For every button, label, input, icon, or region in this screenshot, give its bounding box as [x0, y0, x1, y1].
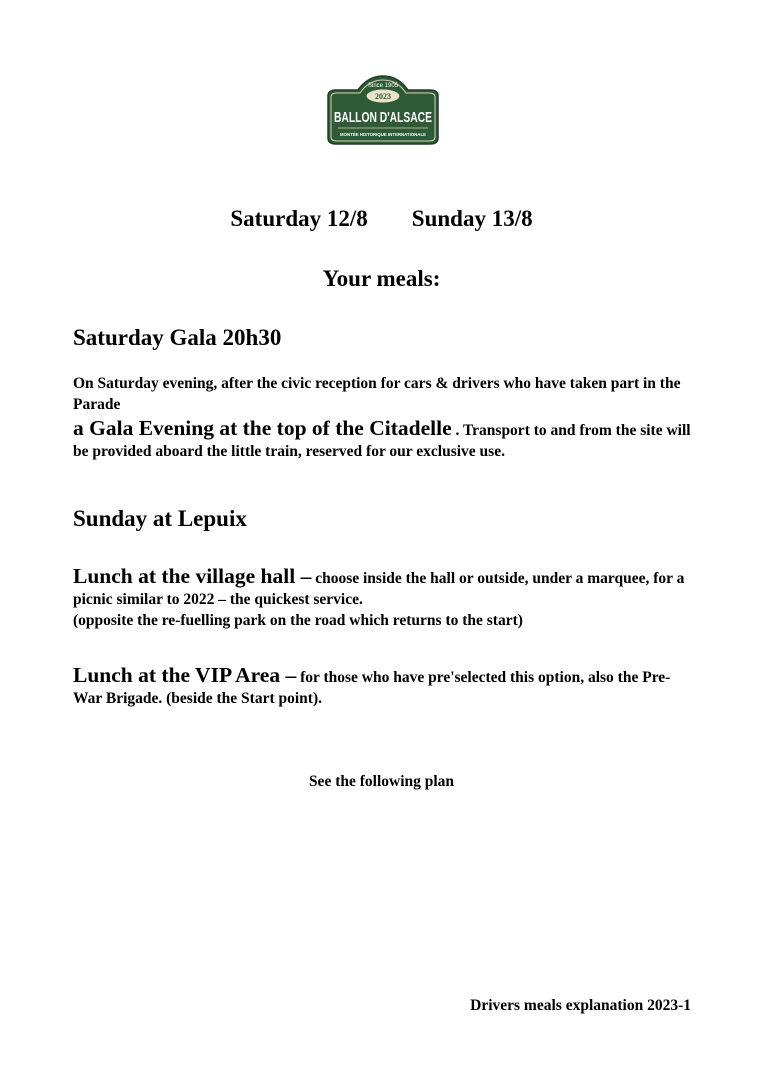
ballon-dalsace-logo — [324, 74, 442, 146]
village-hall-lunch — [73, 566, 693, 631]
gala-transport-text: . Transport to and from the site will be provided aboard the little train, reserved for our exclusive use. — [73, 422, 691, 460]
vip-lunch — [73, 665, 693, 709]
svg-text:MONTÉE HISTORIQUE INTERNATIONA: MONTÉE HISTORIQUE INTERNATIONALE — [340, 132, 431, 137]
village-hall-note: (opposite the re-fuelling park on the road which returns to the start) — [73, 612, 523, 629]
svg-text:Since 1905: Since 1905 — [367, 83, 399, 89]
gala-intro: On Saturday evening, after the civic reception for cars & drivers who have taken part in the Parade — [73, 375, 681, 413]
event-dates — [0, 206, 763, 232]
svg-text:BALLON D'ALSACE: BALLON D'ALSACE — [334, 110, 433, 126]
sunday-heading: Sunday at Lepuix — [73, 506, 247, 531]
document-footer: Drivers meals explanation 2023-1 — [470, 997, 691, 1014]
gala-highlight: a Gala Evening at the top of the Citadelle — [73, 416, 452, 440]
meals-title: Your meals: — [322, 266, 441, 291]
vip-highlight: Lunch at the VIP Area – — [73, 663, 297, 687]
sunday-date: Sunday 13/8 — [411, 206, 533, 231]
gala-details — [73, 418, 693, 462]
svg-text:2023: 2023 — [375, 92, 391, 101]
gala-heading: Saturday Gala 20h30 — [73, 325, 282, 350]
village-hall-highlight: Lunch at the village hall – — [73, 564, 312, 588]
logo-badge — [324, 74, 442, 146]
saturday-date: Saturday 12/8 — [230, 206, 368, 231]
see-following-plan: See the following plan — [308, 773, 455, 790]
vip-text: for those who have pre'selected this option, also the Pre-War Brigade. (beside the Start point). — [73, 669, 671, 707]
village-hall-text: choose inside the hall or outside, under a marquee, for a picnic similar to 2022 – the quickest service. — [73, 570, 685, 608]
